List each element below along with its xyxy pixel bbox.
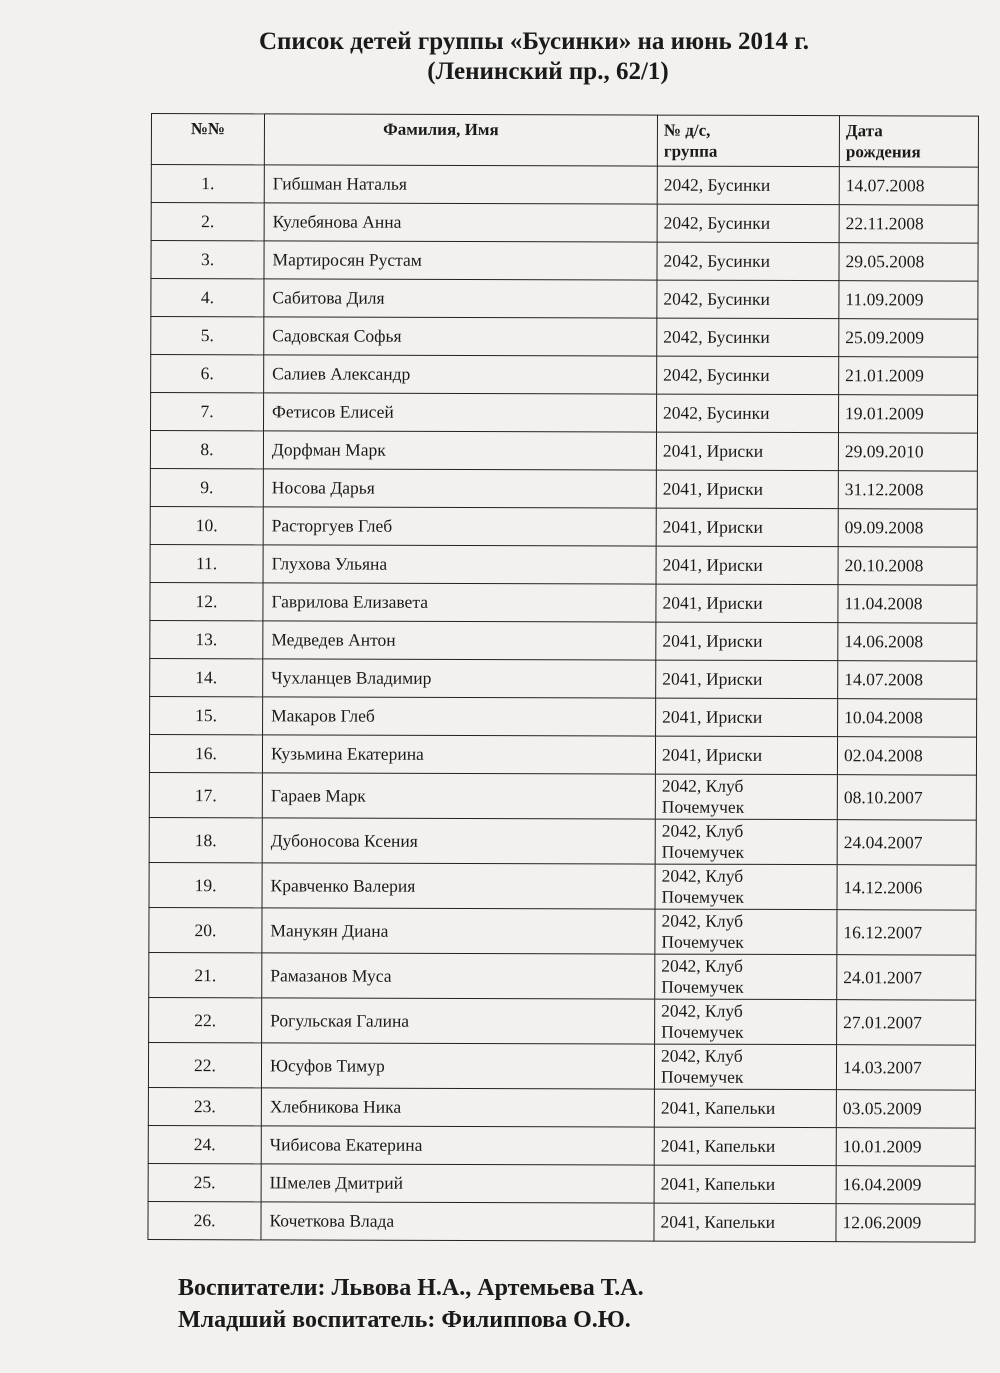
kindergarten-group <box>656 584 838 623</box>
kindergarten-group <box>657 318 839 357</box>
table-row <box>150 582 977 623</box>
row-number: 9. <box>150 468 263 506</box>
group-line1: 2041, Ириски <box>662 706 763 727</box>
kindergarten-group <box>657 394 839 433</box>
kindergarten-group <box>655 909 837 955</box>
group-line1: 2042, Клуб <box>661 910 744 931</box>
birth-date: 10.04.2008 <box>838 699 977 737</box>
group-line1: 2042, Бусинки <box>663 212 771 233</box>
child-name: Шмелев Дмитрий <box>261 1164 654 1203</box>
table-row <box>149 817 976 865</box>
child-name: Гараев Марк <box>262 773 655 819</box>
row-number: 3. <box>151 241 264 279</box>
group-line2: Почемучек <box>661 931 744 952</box>
child-name: Макаров Глеб <box>263 697 656 736</box>
row-number: 22. <box>148 1042 261 1087</box>
kindergarten-group <box>654 1044 836 1090</box>
table-row <box>151 203 978 244</box>
row-number: 2. <box>151 203 264 241</box>
child-name: Юсуфов Тимур <box>261 1043 654 1089</box>
row-number: 25. <box>148 1163 261 1201</box>
header-date-line2: рождения <box>845 142 921 162</box>
kindergarten-group <box>656 660 838 699</box>
row-number: 11. <box>150 544 263 582</box>
child-name: Кочеткова Влада <box>261 1202 654 1241</box>
child-name: Гибшман Наталья <box>264 165 657 204</box>
table-row <box>150 468 977 509</box>
group-line1: 2042, Клуб <box>661 1045 743 1066</box>
child-name: Салиев Александр <box>264 355 657 394</box>
table-row <box>148 1125 975 1166</box>
kindergarten-group <box>655 819 837 865</box>
group-line1: 2041, Ириски <box>662 516 763 537</box>
child-name: Кузьмина Екатерина <box>262 735 655 774</box>
row-number: 7. <box>151 393 264 431</box>
child-name: Садовская Софья <box>264 317 657 356</box>
row-number: 19. <box>149 862 262 907</box>
kindergarten-group <box>657 242 839 281</box>
row-number: 4. <box>151 279 264 317</box>
table-row <box>149 907 976 955</box>
kindergarten-group <box>656 622 838 661</box>
row-number: 10. <box>150 506 263 544</box>
group-line2: Почемучек <box>660 1066 744 1087</box>
row-number: 12. <box>150 582 263 620</box>
birth-date: 22.11.2008 <box>839 205 978 243</box>
birth-date: 10.01.2009 <box>836 1128 975 1166</box>
kindergarten-group <box>656 546 838 585</box>
table-row <box>148 1042 975 1090</box>
birth-date: 29.05.2008 <box>839 243 978 281</box>
group-line1: 2041, Ириски <box>662 592 763 613</box>
birth-date: 14.03.2007 <box>836 1045 975 1090</box>
junior-teacher-line: Младший воспитатель: Филиппова О.Ю. <box>178 1307 631 1333</box>
table-row <box>149 997 976 1045</box>
row-number: 22. <box>149 997 262 1042</box>
birth-date: 03.05.2009 <box>836 1090 975 1128</box>
birth-date: 25.09.2009 <box>839 319 978 357</box>
kindergarten-group <box>657 356 839 395</box>
row-number: 20. <box>149 907 262 952</box>
row-number: 16. <box>149 734 262 772</box>
birth-date: 20.10.2008 <box>838 547 977 585</box>
document-subtitle: (Ленинский пр., 62/1) <box>427 58 669 85</box>
kindergarten-group <box>656 432 838 471</box>
child-name: Гаврилова Елизавета <box>263 583 656 622</box>
birth-date: 11.04.2008 <box>838 585 977 623</box>
group-line1: 2041, Капельки <box>660 1211 776 1232</box>
table-row <box>150 696 977 737</box>
group-line1: 2042, Клуб <box>661 865 744 886</box>
group-line1: 2042, Клуб <box>661 820 744 841</box>
group-line1: 2042, Клуб <box>661 955 743 976</box>
group-line1: 2041, Ириски <box>662 440 764 461</box>
group-line2: Почемучек <box>661 886 744 907</box>
row-number: 21. <box>149 952 262 997</box>
row-number: 14. <box>150 658 263 696</box>
table-row <box>149 772 976 820</box>
row-number: 24. <box>148 1125 261 1163</box>
kindergarten-group <box>656 698 838 737</box>
children-table <box>147 113 979 1243</box>
kindergarten-group <box>654 1203 836 1242</box>
group-line2: Почемучек <box>661 796 745 817</box>
child-name: Мартиросян Рустам <box>264 241 657 280</box>
kindergarten-group <box>655 999 837 1045</box>
kindergarten-group <box>654 1089 836 1128</box>
group-line1: 2041, Капельки <box>660 1097 776 1118</box>
birth-date: 29.09.2010 <box>838 433 977 471</box>
kindergarten-group <box>657 166 839 205</box>
row-number: 6. <box>151 355 264 393</box>
table-row <box>150 620 977 661</box>
table-row <box>148 1163 975 1204</box>
birth-date: 14.07.2008 <box>838 661 977 699</box>
kindergarten-group <box>654 1165 836 1204</box>
child-name: Медведев Антон <box>263 621 656 660</box>
group-line1: 2042, Бусинки <box>663 250 771 271</box>
group-line1: 2041, Ириски <box>661 744 763 765</box>
group-line2: Почемучек <box>661 841 745 862</box>
child-name: Хлебникова Ника <box>261 1088 654 1127</box>
kindergarten-group <box>655 736 837 775</box>
group-line1: 2042, Бусинки <box>663 402 770 423</box>
child-name: Расторгуев Глеб <box>263 507 656 546</box>
birth-date: 19.01.2009 <box>838 395 977 433</box>
table-row <box>149 952 976 1000</box>
table-row <box>151 279 978 320</box>
group-line1: 2041, Капельки <box>660 1173 776 1194</box>
child-name: Носова Дарья <box>263 469 656 508</box>
birth-date: 24.01.2007 <box>837 955 976 1000</box>
birth-date: 14.06.2008 <box>838 623 977 661</box>
birth-date: 09.09.2008 <box>838 509 977 547</box>
group-line1: 2041, Капельки <box>660 1135 776 1156</box>
group-line1: 2041, Ириски <box>662 630 763 651</box>
header-group <box>657 115 839 167</box>
birth-date: 08.10.2007 <box>837 775 976 820</box>
row-number: 8. <box>150 431 263 469</box>
table-row <box>149 734 976 775</box>
birth-date: 11.09.2009 <box>839 281 978 319</box>
group-line1: 2042, Клуб <box>661 1000 743 1021</box>
row-number: 5. <box>151 317 264 355</box>
header-date-line1: Дата <box>845 121 883 141</box>
group-line1: 2042, Клуб <box>661 775 744 796</box>
table-row <box>148 1087 975 1128</box>
table-row <box>150 658 977 699</box>
group-line1: 2042, Бусинки <box>663 288 770 309</box>
kindergarten-group <box>655 774 837 820</box>
birth-date: 16.04.2009 <box>836 1166 975 1204</box>
birth-date: 02.04.2008 <box>837 737 976 775</box>
table-row <box>149 862 976 910</box>
table-row <box>151 393 978 434</box>
table-row <box>151 165 978 206</box>
row-number: 26. <box>148 1201 261 1239</box>
header-group-line1: № д/с, <box>663 120 711 140</box>
header-birthdate <box>839 116 978 167</box>
birth-date: 24.04.2007 <box>837 820 976 865</box>
kindergarten-group <box>654 1127 836 1166</box>
birth-date: 21.01.2009 <box>839 357 978 395</box>
kindergarten-group <box>655 954 837 1000</box>
kindergarten-group <box>655 864 837 910</box>
table-row <box>150 506 977 547</box>
table-row <box>151 241 978 282</box>
teachers-line: Воспитатели: Львова Н.А., Артемьева Т.А. <box>178 1275 644 1301</box>
birth-date: 16.12.2007 <box>837 910 976 955</box>
table-row <box>150 544 977 585</box>
child-name: Рамазанов Муса <box>262 953 655 999</box>
table-row <box>148 1201 975 1242</box>
row-number: 13. <box>150 620 263 658</box>
group-line1: 2041, Ириски <box>662 554 763 575</box>
group-line1: 2042, Бусинки <box>663 174 771 195</box>
table-row <box>151 355 978 396</box>
group-line1: 2042, Бусинки <box>663 326 770 347</box>
child-name: Сабитова Диля <box>264 279 657 318</box>
row-number: 23. <box>148 1087 261 1125</box>
birth-date: 27.01.2007 <box>837 1000 976 1045</box>
header-number: №№ <box>151 114 264 165</box>
row-number: 17. <box>149 772 262 817</box>
child-name: Манукян Диана <box>262 908 655 954</box>
document-title: Список детей группы «Бусинки» на июнь 2014 г. <box>258 28 810 55</box>
kindergarten-group <box>657 280 839 319</box>
child-name: Рогульская Галина <box>262 998 655 1044</box>
row-number: 1. <box>151 165 264 203</box>
birth-date: 14.07.2008 <box>839 167 978 205</box>
child-name: Дубоносова Ксения <box>262 818 655 864</box>
kindergarten-group <box>656 470 838 509</box>
child-name: Глухова Ульяна <box>263 545 656 584</box>
group-line1: 2041, Ириски <box>662 668 763 689</box>
group-line1: 2041, Ириски <box>662 478 763 499</box>
child-name: Кулебянова Анна <box>264 203 657 242</box>
header-name: Фамилия, Имя <box>264 114 657 166</box>
kindergarten-group <box>656 508 838 547</box>
child-name: Чухланцев Владимир <box>263 659 656 698</box>
child-name: Чибисова Екатерина <box>261 1126 654 1165</box>
child-name: Дорфман Марк <box>263 431 656 470</box>
table-body <box>148 165 978 1243</box>
group-line1: 2042, Бусинки <box>663 364 770 385</box>
table-row <box>151 317 978 358</box>
child-name: Фетисов Елисей <box>264 393 657 432</box>
table-row <box>150 431 977 472</box>
birth-date: 31.12.2008 <box>838 471 977 509</box>
row-number: 18. <box>149 817 262 862</box>
table-header-row <box>151 114 978 168</box>
group-line2: Почемучек <box>661 1021 744 1042</box>
kindergarten-group <box>657 204 839 243</box>
birth-date: 12.06.2009 <box>836 1204 975 1242</box>
child-name: Кравченко Валерия <box>262 863 655 909</box>
group-line2: Почемучек <box>661 976 744 997</box>
header-group-line2: группа <box>663 141 718 161</box>
row-number: 15. <box>150 696 263 734</box>
birth-date: 14.12.2006 <box>837 865 976 910</box>
